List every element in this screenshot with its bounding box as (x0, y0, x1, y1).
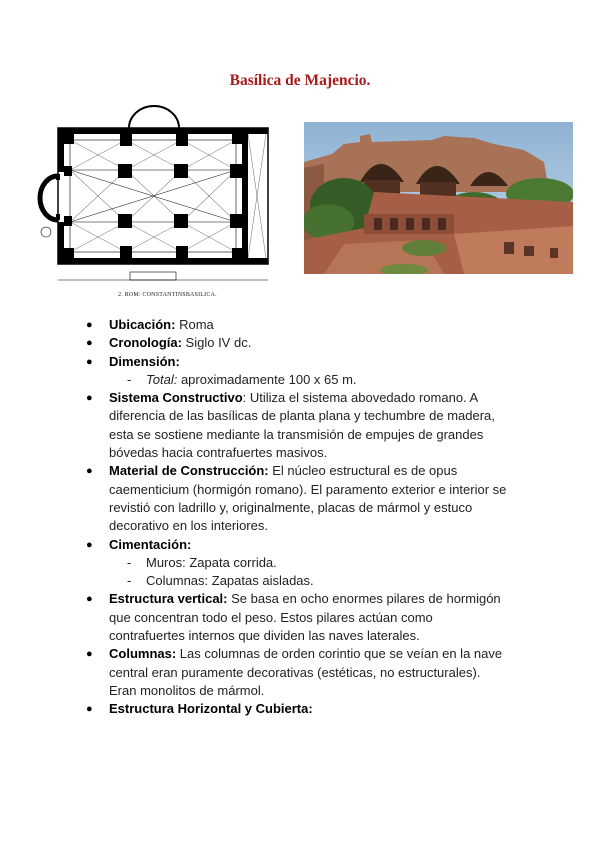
sub-item-label: Total: (146, 371, 178, 387)
item-text: El núcleo estructural es de opus caementicium (hormigón romano). El paramento exterior e interior se revistió con ladrillo y, originalmente, placas de mármol y estuco decorativo en los interiores. (109, 463, 507, 534)
bullet-icon: ● (86, 337, 93, 350)
list-item-dimension (0, 353, 600, 371)
bullet-icon: ● (86, 355, 93, 368)
list-item-material (0, 462, 600, 535)
item-text: Roma (175, 317, 214, 332)
bullet-icon: ● (86, 703, 93, 716)
sub-item-text: Columnas: Zapatas aisladas. (146, 573, 314, 589)
list-item-cronologia (0, 334, 600, 352)
sub-item-text: aproximadamente 100 x 65 m. (177, 371, 357, 387)
item-text: Siglo IV dc. (181, 335, 252, 351)
item-label: Estructura vertical: (109, 591, 228, 607)
bullet-icon: ● (86, 392, 93, 405)
dash-icon: - (127, 554, 132, 570)
basilica-ruins-photo (304, 122, 573, 274)
plan-caption: 2. ROM: CONSTANTINSBASILICA. (118, 292, 217, 298)
item-label: Cronología: (109, 335, 182, 351)
item-label: Ubicación: (109, 317, 176, 332)
sub-item-columnas (0, 572, 600, 590)
bullet-icon: ● (86, 538, 93, 551)
list-item-sistema-constructivo (0, 389, 600, 462)
list-item-columnas (0, 645, 600, 700)
page-title: Basílica de Majencio. (229, 72, 371, 89)
item-text: Las columnas de orden corintio que se veían en la nave central eran puramente decorativas (estéticas, no estructurales). Eran monolitos de mármol. (109, 646, 503, 698)
sub-item-text: Muros: Zapata corrida. (146, 554, 277, 570)
bullet-icon: ● (86, 319, 93, 331)
bullet-icon: ● (86, 465, 93, 478)
item-text: Se basa en ocho enormes pilares de hormigón que concentran todo el peso. Estos pilares actúan como contrafuertes internos que dividen las naves laterales. (109, 591, 501, 644)
list-item-cimentacion (0, 536, 600, 554)
item-label: Dimensión: (109, 353, 180, 369)
item-label: Columnas: (109, 646, 177, 662)
item-label: Sistema Constructivo (109, 390, 243, 406)
item-label: Cimentación: (109, 536, 192, 552)
list-item-ubicacion (0, 316, 600, 334)
info-list (0, 316, 600, 719)
item-label: Material de Construcción: (109, 463, 269, 479)
sub-item-total (0, 371, 600, 389)
floor-plan-image (34, 104, 274, 300)
item-text: : Utiliza el sistema abovedado romano. A diferencia de las basílicas de planta plana y techumbre de madera, esta se sostiene mediante la transmisión de empujes de grandes bóvedas hacia contrafuertes masivos. (109, 390, 495, 461)
bullet-icon: ● (86, 648, 93, 661)
dash-icon: - (127, 573, 132, 589)
item-label: Estructura Horizontal y Cubierta: (109, 701, 313, 717)
sub-item-muros (0, 554, 600, 572)
dash-icon: - (127, 371, 132, 387)
list-item-estructura-horizontal (0, 700, 600, 718)
bullet-icon: ● (86, 593, 93, 606)
list-item-estructura-vertical (0, 590, 600, 645)
